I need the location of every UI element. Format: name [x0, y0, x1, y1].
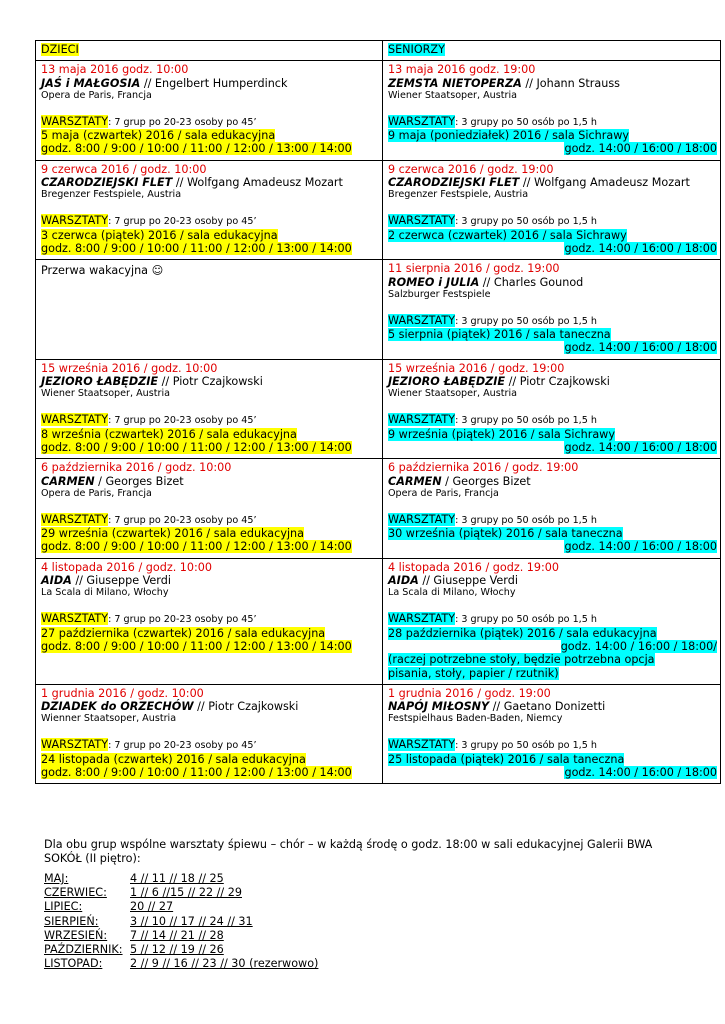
composer-name: Georges Bizet [105, 474, 184, 488]
venue-name: Opera de Paris, Francja [41, 89, 152, 101]
venue-name: La Scala di Milano, Włochy [388, 587, 516, 599]
seniors-cell [383, 558, 721, 684]
workshop-hours-line [41, 142, 379, 155]
workshop-hours-line [388, 242, 717, 255]
month-days: 4 // 11 // 18 // 25 [130, 872, 224, 885]
workshop-hours: godz. 14:00 / 16:00 / 18:00 [564, 765, 717, 779]
month-name: WRZESIEŃ: [44, 928, 108, 942]
spacer [41, 201, 379, 214]
spacer [388, 725, 717, 738]
seniors-cell [383, 160, 721, 259]
workshop-date: 27 października (czwartek) 2016 / sala edukacyjna [41, 626, 326, 640]
composer-name: Wolfgang Amadeusz Mozart [533, 176, 690, 190]
workshop-info [388, 214, 717, 228]
seniors-cell [383, 684, 721, 783]
event-date: 6 października 2016 / godz. 10:00 [41, 461, 232, 475]
event-title-line [388, 176, 717, 189]
title-separator: / [94, 474, 106, 488]
workshop-label: WARSZTATY [388, 214, 456, 228]
opera-title: AIDA [388, 574, 419, 588]
month-row [44, 886, 318, 900]
opera-title: ZEMSTA NIETOPERZA [388, 76, 522, 90]
composer-name: Wolfgang Amadeusz Mozart [186, 176, 343, 190]
workshop-hours-line [388, 341, 717, 354]
schedule-row [36, 359, 721, 458]
workshop-date: 28 października (piątek) 2016 / sala edukacyjna [388, 626, 657, 640]
workshop-label: WARSZTATY [41, 114, 109, 128]
workshop-date-line [388, 527, 717, 540]
month-days: 1 // 6 //15 // 22 // 29 [130, 886, 242, 900]
workshop-detail: : 3 grupy po 50 osób po 1,5 h [455, 216, 597, 228]
workshop-date-line [388, 229, 717, 242]
workshop-hours-line [388, 540, 717, 553]
kids-cell [36, 61, 383, 160]
composer-name: Gaetano Donizetti [503, 700, 606, 714]
workshop-label: WARSZTATY [388, 413, 456, 427]
month-days: 20 // 27 [130, 900, 174, 914]
workshop-hours: godz. 8:00 / 9:00 / 10:00 / 11:00 / 12:00 / 13:00 / 14:00 [41, 765, 352, 779]
workshop-note: (raczej potrzebne stoły, będzie potrzebna opcja [388, 653, 655, 667]
spacer [388, 301, 717, 314]
opera-title: AIDA [41, 574, 72, 588]
workshop-hours: godz. 14:00 / 16:00 / 18:00 [564, 341, 717, 355]
month-name: MAJ: [44, 872, 69, 885]
workshop-hours: godz. 8:00 / 9:00 / 10:00 / 11:00 / 12:00 / 13:00 / 14:00 [41, 639, 352, 653]
workshop-hours-line [388, 766, 717, 779]
spacer [41, 102, 379, 115]
workshop-detail: : 3 grupy po 50 osób po 1,5 h [455, 514, 597, 526]
event-title-line [41, 375, 379, 388]
schedule-row [36, 558, 721, 684]
workshop-label: WARSZTATY [41, 738, 109, 752]
kids-cell [36, 160, 383, 259]
workshop-date-line [388, 428, 717, 441]
workshop-hours: godz. 14:00 / 16:00 / 18:00 [564, 241, 717, 255]
workshop-info [41, 612, 379, 626]
spacer [388, 400, 717, 413]
month-days: 7 // 14 // 21 // 28 [130, 928, 224, 942]
opera-title: CARMEN [388, 474, 442, 488]
header-seniors-label: SENIORZY [388, 43, 445, 56]
workshop-info [41, 513, 379, 527]
venue-name: Festspielhaus Baden-Baden, Niemcy [388, 713, 563, 725]
workshop-detail: : 3 grupy po 50 osób po 1,5 h [455, 740, 597, 752]
event-title-line [388, 574, 717, 587]
workshop-info [388, 513, 717, 527]
workshop-detail: : 3 grupy po 50 osób po 1,5 h [455, 614, 597, 626]
opera-title: CZARODZIEJSKI FLET [41, 176, 173, 190]
event-date: 15 września 2016 / godz. 19:00 [388, 361, 565, 375]
schedule-row [36, 61, 721, 160]
seniors-cell [383, 260, 721, 359]
month-name: CZERWIEC: [44, 886, 107, 900]
event-date: 6 października 2016 / godz. 19:00 [388, 461, 579, 475]
workshop-hours: godz. 14:00 / 16:00 / 18:00 [564, 440, 717, 454]
composer-name: Engelbert Humperdinck [154, 76, 288, 90]
spacer [388, 201, 717, 214]
month-name: LIPIEC: [44, 900, 83, 914]
workshop-date: 30 września (piątek) 2016 / sala taneczna [388, 527, 623, 541]
workshop-hours-line [388, 640, 717, 653]
workshop-date: 29 września (czwartek) 2016 / sala edukacyjna [41, 527, 304, 541]
workshop-date: 24 listopada (czwartek) 2016 / sala edukacyjna [41, 752, 306, 766]
header-kids-label: DZIECI [41, 43, 79, 56]
spacer [41, 725, 379, 738]
workshop-info [41, 214, 379, 228]
workshop-info [388, 314, 717, 328]
workshop-label: WARSZTATY [388, 612, 456, 626]
seniors-cell [383, 61, 721, 160]
spacer [388, 500, 717, 513]
spacer [388, 599, 717, 612]
workshop-date: 5 sierpnia (piątek) 2016 / sala taneczna [388, 328, 611, 342]
workshop-date: 9 maja (poniedziałek) 2016 / sala Sichrawy [388, 129, 629, 143]
workshop-date-line [41, 229, 379, 242]
month-row [44, 900, 318, 914]
event-title-line [41, 574, 379, 587]
workshop-date-line [388, 328, 717, 341]
title-separator: // [418, 574, 434, 588]
venue-name: Wiener Staatsoper, Austria [388, 388, 517, 400]
seniors-cell [383, 359, 721, 458]
month-days: 3 // 10 // 17 // 24 // 31 [130, 914, 253, 928]
workshop-detail: : 3 grupy po 50 osób po 1,5 h [455, 415, 597, 427]
workshop-note: pisania, stoły, papier / rzutnik) [388, 666, 559, 680]
composer-name: Johann Strauss [536, 76, 620, 90]
workshop-date-line [41, 527, 379, 540]
composer-name: Giuseppe Verdi [86, 574, 171, 588]
opera-title: CARMEN [41, 474, 95, 488]
venue-name: Wienner Staatsoper, Austria [41, 713, 177, 725]
spacer [41, 500, 379, 513]
workshop-date-line [41, 428, 379, 441]
month-name: PAŹDZIERNIK: [44, 943, 123, 957]
composer-name: Georges Bizet [452, 474, 531, 488]
workshop-label: WARSZTATY [388, 313, 456, 327]
workshop-detail: : 7 grup po 20-23 osoby po 45’ [108, 614, 257, 626]
title-separator: / [441, 474, 453, 488]
kids-cell [36, 459, 383, 558]
workshop-hours-line [388, 142, 717, 155]
workshop-info [388, 738, 717, 752]
workshop-date-line [41, 129, 379, 142]
venue-name: Wiener Staatsoper, Austria [388, 89, 517, 101]
workshop-date: 3 czerwca (piątek) 2016 / sala edukacyjna [41, 228, 278, 242]
venue-name: Bregenzer Festspiele, Austria [41, 189, 182, 201]
event-date: 1 grudnia 2016 / godz. 10:00 [41, 686, 204, 700]
workshop-hours-line [388, 441, 717, 454]
kids-cell [36, 359, 383, 458]
month-row [44, 943, 318, 957]
kids-cell [36, 260, 383, 359]
opera-title: DZIADEK do ORZECHÓW [41, 700, 194, 714]
workshop-hours: godz. 14:00 / 16:00 / 18:00 [564, 142, 717, 156]
month-row [44, 872, 318, 886]
title-separator: // [158, 375, 173, 389]
workshop-date-line [41, 753, 379, 766]
event-title-line [41, 475, 379, 488]
month-name: LISTOPAD: [44, 957, 103, 971]
header-row [36, 41, 721, 61]
opera-title: ROMEO i JULIA [388, 275, 480, 289]
workshop-note-line [388, 653, 717, 666]
event-title-line [388, 700, 717, 713]
workshop-date-line [388, 753, 717, 766]
composer-name: Charles Gounod [493, 275, 584, 289]
workshop-date: 5 maja (czwartek) 2016 / sala edukacyjna [41, 129, 276, 143]
schedule-row [36, 260, 721, 359]
workshop-label: WARSZTATY [41, 512, 109, 526]
venue-name: Opera de Paris, Francja [41, 487, 152, 499]
event-title-line [41, 77, 379, 90]
workshop-label: WARSZTATY [41, 214, 109, 228]
title-separator: // [140, 76, 155, 90]
event-date: 13 maja 2016 godz. 19:00 [388, 63, 536, 77]
workshop-info [388, 612, 717, 626]
workshop-detail: : 7 grup po 20-23 osoby po 45’ [108, 216, 257, 228]
composer-name: Piotr Czajkowski [208, 700, 299, 714]
event-title-line [388, 475, 717, 488]
schedule-table [35, 40, 721, 784]
workshop-hours-line [41, 242, 379, 255]
event-date: 11 sierpnia 2016 / godz. 19:00 [388, 262, 560, 276]
title-separator: // [489, 700, 504, 714]
workshop-detail: : 7 grup po 20-23 osoby po 45’ [108, 740, 257, 752]
workshop-detail: : 3 grupy po 50 osób po 1,5 h [455, 116, 597, 128]
workshop-hours: godz. 8:00 / 9:00 / 10:00 / 11:00 / 12:00 / 13:00 / 14:00 [41, 540, 352, 554]
kids-cell [36, 684, 383, 783]
event-date: 15 września 2016 / godz. 10:00 [41, 361, 218, 375]
workshop-date-line [388, 129, 717, 142]
spacer [388, 102, 717, 115]
workshop-hours: godz. 8:00 / 9:00 / 10:00 / 11:00 / 12:00 / 13:00 / 14:00 [41, 241, 352, 255]
venue-name: Wiener Staatsoper, Austria [41, 388, 170, 400]
event-title-line [388, 276, 717, 289]
workshop-info [388, 413, 717, 427]
workshop-date-line [388, 627, 717, 640]
title-separator: // [193, 700, 209, 714]
event-title-line [41, 176, 379, 189]
composer-name: Piotr Czajkowski [172, 375, 263, 389]
month-row [44, 929, 318, 943]
workshop-hours: godz. 14:00 / 16:00 / 18:00/ [560, 639, 717, 653]
workshop-detail: : 7 grup po 20-23 osoby po 45’ [108, 514, 257, 526]
workshop-info [41, 413, 379, 427]
venue-name: Bregenzer Festspiele, Austria [388, 189, 529, 201]
event-date: 9 czerwca 2016 / godz. 10:00 [41, 162, 207, 176]
footer-note: Dla obu grup wspólne warsztaty śpiewu – chór – w każdą środę o godz. 18:00 w sali edukacyjnej Galerii BWA SOKÓŁ (II piętro): [44, 838, 653, 865]
kids-cell [36, 558, 383, 684]
workshop-date: 9 września (piątek) 2016 / sala Sichrawy [388, 427, 615, 441]
workshop-label: WARSZTATY [388, 738, 456, 752]
spacer [41, 400, 379, 413]
event-date: 13 maja 2016 godz. 10:00 [41, 63, 189, 77]
workshop-info [41, 738, 379, 752]
workshop-label: WARSZTATY [388, 512, 456, 526]
workshop-detail: : 7 grup po 20-23 osoby po 45’ [108, 415, 257, 427]
schedule-row [36, 684, 721, 783]
month-row [44, 915, 318, 929]
month-days: 5 // 12 // 19 // 26 [130, 943, 224, 957]
workshop-hours-line [41, 640, 379, 653]
event-date: 1 grudnia 2016 / godz. 19:00 [388, 686, 551, 700]
workshop-hours-line [41, 441, 379, 454]
event-title-line [388, 375, 717, 388]
event-title-line [41, 700, 379, 713]
workshop-info [388, 115, 717, 129]
composer-name: Giuseppe Verdi [433, 574, 518, 588]
month-days: 2 // 9 // 16 // 23 // 30 (rezerwowo) [130, 957, 319, 971]
workshop-hours: godz. 8:00 / 9:00 / 10:00 / 11:00 / 12:00 / 13:00 / 14:00 [41, 142, 352, 156]
header-seniors [383, 41, 721, 61]
workshop-hours-line [41, 766, 379, 779]
title-separator: // [172, 176, 187, 190]
title-separator: // [505, 375, 520, 389]
title-separator: // [519, 176, 534, 190]
workshop-date: 25 listopada (piątek) 2016 / sala taneczna [388, 752, 625, 766]
workshop-date: 2 czerwca (czwartek) 2016 / sala Sichrawy [388, 228, 627, 242]
break-note: Przerwa wakacyjna ☺ [41, 264, 164, 278]
header-kids [36, 41, 383, 61]
workshop-detail: : 3 grupy po 50 osób po 1,5 h [455, 315, 597, 327]
title-separator: // [71, 574, 87, 588]
workshop-label: WARSZTATY [388, 114, 456, 128]
composer-name: Piotr Czajkowski [519, 375, 610, 389]
workshop-label: WARSZTATY [41, 612, 109, 626]
workshop-date: 8 września (czwartek) 2016 / sala edukacyjna [41, 427, 297, 441]
workshop-label: WARSZTATY [41, 413, 109, 427]
opera-title: JEZIORO ŁABĘDZIE [41, 375, 159, 389]
schedule-row [36, 459, 721, 558]
workshop-info [41, 115, 379, 129]
workshop-detail: : 7 grup po 20-23 osoby po 45’ [108, 116, 257, 128]
seniors-cell [383, 459, 721, 558]
workshop-hours: godz. 8:00 / 9:00 / 10:00 / 11:00 / 12:00 / 13:00 / 14:00 [41, 440, 352, 454]
opera-title: JAŚ i MAŁGOSIA [41, 76, 141, 90]
workshop-note-line [388, 667, 717, 680]
opera-title: CZARODZIEJSKI FLET [388, 176, 520, 190]
event-date: 4 listopada 2016 / godz. 10:00 [41, 560, 213, 574]
month-row [44, 957, 318, 971]
month-name: SIERPIEŃ: [44, 914, 99, 928]
event-date: 9 czerwca 2016 / godz. 19:00 [388, 162, 554, 176]
venue-name: La Scala di Milano, Włochy [41, 587, 169, 599]
workshop-hours-line [41, 540, 379, 553]
event-date: 4 listopada 2016 / godz. 19:00 [388, 560, 560, 574]
opera-title: JEZIORO ŁABĘDZIE [388, 375, 506, 389]
event-title-line [388, 77, 717, 90]
workshop-date-line [41, 627, 379, 640]
workshop-hours: godz. 14:00 / 16:00 / 18:00 [564, 540, 717, 554]
schedule-row [36, 160, 721, 259]
opera-title: NAPÓJ MIŁOSNY [388, 700, 490, 714]
venue-name: Salzburger Festspiele [388, 288, 491, 300]
spacer [41, 599, 379, 612]
venue-name: Opera de Paris, Francja [388, 487, 499, 499]
title-separator: // [479, 275, 494, 289]
title-separator: // [521, 76, 537, 90]
choir-month-list [44, 872, 318, 971]
